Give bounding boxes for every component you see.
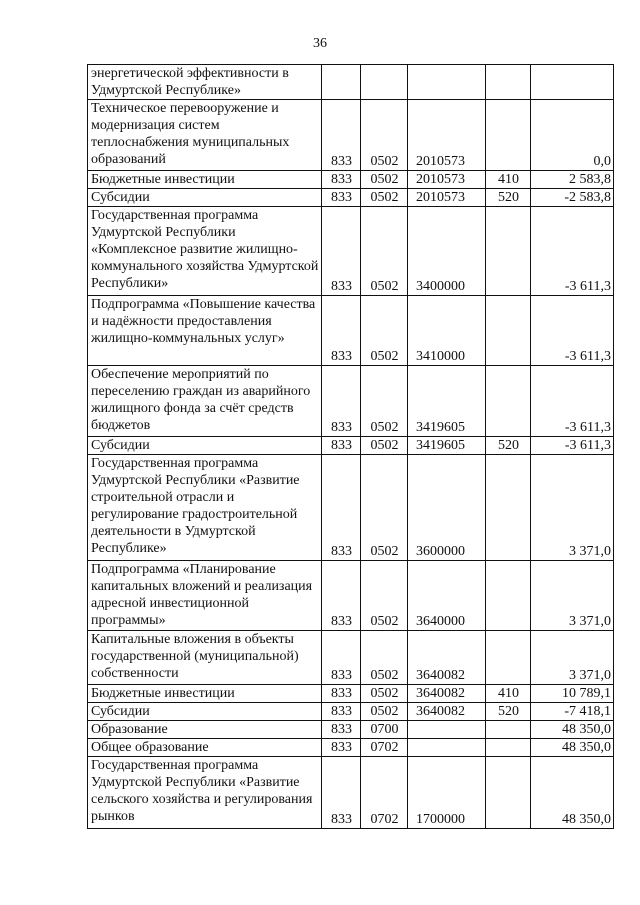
row-vr: 410 [486, 685, 531, 703]
row-ved: 833 [322, 757, 361, 829]
row-ved: 833 [322, 561, 361, 631]
row-name: Капитальные вложения в объекты государственной (муниципальной) собственности [88, 631, 322, 685]
row-name: Субсидии [88, 703, 322, 721]
table-row [88, 437, 614, 455]
row-vr [486, 739, 531, 757]
row-name: Субсидии [88, 437, 322, 455]
row-csr [408, 65, 486, 100]
row-csr: 2010573 [408, 100, 486, 171]
row-vr [486, 207, 531, 296]
row-vr [486, 296, 531, 366]
row-rz: 0502 [361, 207, 408, 296]
row-name: Подпрограмма «Планирование капитальных вложений и реализация адресной инвестиционной программы» [88, 561, 322, 631]
row-csr: 1700000 [408, 757, 486, 829]
row-rz: 0502 [361, 366, 408, 437]
row-amount [531, 65, 614, 100]
row-ved: 833 [322, 631, 361, 685]
row-amount: -3 611,3 [531, 366, 614, 437]
row-rz: 0702 [361, 757, 408, 829]
row-amount: 3 371,0 [531, 455, 614, 561]
row-amount: 48 350,0 [531, 721, 614, 739]
table-row [88, 100, 614, 171]
row-rz: 0502 [361, 100, 408, 171]
table-row [88, 757, 614, 829]
row-csr [408, 739, 486, 757]
row-vr [486, 631, 531, 685]
row-vr: 410 [486, 171, 531, 189]
row-name: энергетической эффективности в Удмуртской Республике» [88, 65, 322, 100]
table-row [88, 189, 614, 207]
row-csr: 3600000 [408, 455, 486, 561]
row-csr: 2010573 [408, 189, 486, 207]
row-csr: 3640082 [408, 631, 486, 685]
table-row [88, 561, 614, 631]
row-rz: 0502 [361, 455, 408, 561]
row-amount: 48 350,0 [531, 739, 614, 757]
row-name: Образование [88, 721, 322, 739]
row-rz: 0502 [361, 171, 408, 189]
row-rz: 0502 [361, 561, 408, 631]
table-row [88, 296, 614, 366]
page-number: 36 [313, 36, 327, 51]
row-ved: 833 [322, 171, 361, 189]
row-ved: 833 [322, 189, 361, 207]
table-row [88, 703, 614, 721]
row-amount: 2 583,8 [531, 171, 614, 189]
row-csr: 2010573 [408, 171, 486, 189]
row-rz: 0502 [361, 685, 408, 703]
row-rz: 0502 [361, 437, 408, 455]
row-ved: 833 [322, 207, 361, 296]
row-vr [486, 65, 531, 100]
table-row [88, 455, 614, 561]
row-rz: 0700 [361, 721, 408, 739]
row-amount: -3 611,3 [531, 207, 614, 296]
row-name: Бюджетные инвестиции [88, 171, 322, 189]
row-amount: 0,0 [531, 100, 614, 171]
row-vr [486, 561, 531, 631]
table-row [88, 631, 614, 685]
table-row [88, 721, 614, 739]
row-vr [486, 100, 531, 171]
row-amount: -7 418,1 [531, 703, 614, 721]
budget-table [87, 64, 614, 829]
row-amount: 3 371,0 [531, 561, 614, 631]
row-vr [486, 721, 531, 739]
row-rz: 0502 [361, 703, 408, 721]
row-vr: 520 [486, 703, 531, 721]
row-vr [486, 366, 531, 437]
row-amount: 10 789,1 [531, 685, 614, 703]
row-csr: 3419605 [408, 437, 486, 455]
row-csr [408, 721, 486, 739]
row-rz [361, 65, 408, 100]
row-csr: 3640082 [408, 685, 486, 703]
row-rz: 0502 [361, 296, 408, 366]
row-amount: -3 611,3 [531, 296, 614, 366]
row-ved: 833 [322, 366, 361, 437]
row-name: Государственная программа Удмуртской Республики «Развитие сельского хозяйства и регулирования рынков [88, 757, 322, 829]
row-csr: 3640000 [408, 561, 486, 631]
row-ved: 833 [322, 455, 361, 561]
row-amount: 48 350,0 [531, 757, 614, 829]
row-amount: -2 583,8 [531, 189, 614, 207]
table-row [88, 65, 614, 100]
row-vr [486, 455, 531, 561]
row-ved: 833 [322, 721, 361, 739]
row-ved: 833 [322, 703, 361, 721]
row-name: Бюджетные инвестиции [88, 685, 322, 703]
row-ved: 833 [322, 437, 361, 455]
row-ved: 833 [322, 100, 361, 171]
table-row [88, 171, 614, 189]
row-ved: 833 [322, 296, 361, 366]
table-row [88, 366, 614, 437]
table-row [88, 685, 614, 703]
row-name: Государственная программа Удмуртской Республики «Комплексное развитие жилищно-коммунального хозяйства Удмуртской Республики» [88, 207, 322, 296]
row-vr [486, 757, 531, 829]
row-ved: 833 [322, 685, 361, 703]
row-rz: 0702 [361, 739, 408, 757]
row-name: Обеспечение мероприятий по переселению граждан из аварийного жилищного фонда за счёт средств бюджетов [88, 366, 322, 437]
row-csr: 3640082 [408, 703, 486, 721]
row-name: Субсидии [88, 189, 322, 207]
row-ved [322, 65, 361, 100]
row-rz: 0502 [361, 189, 408, 207]
row-vr: 520 [486, 437, 531, 455]
row-amount: -3 611,3 [531, 437, 614, 455]
row-vr: 520 [486, 189, 531, 207]
row-ved: 833 [322, 739, 361, 757]
row-amount: 3 371,0 [531, 631, 614, 685]
table-row [88, 207, 614, 296]
row-name: Техническое перевооружение и модернизация систем теплоснабжения муниципальных образований [88, 100, 322, 171]
row-name: Общее образование [88, 739, 322, 757]
row-name: Подпрограмма «Повышение качества и надёжности предоставления жилищно-коммунальных услуг» [88, 296, 322, 366]
row-csr: 3419605 [408, 366, 486, 437]
row-csr: 3410000 [408, 296, 486, 366]
table-row [88, 739, 614, 757]
row-name: Государственная программа Удмуртской Республики «Развитие строительной отрасли и регулирование градостроительной деятельности в Удмуртской Республике» [88, 455, 322, 561]
row-rz: 0502 [361, 631, 408, 685]
row-csr: 3400000 [408, 207, 486, 296]
